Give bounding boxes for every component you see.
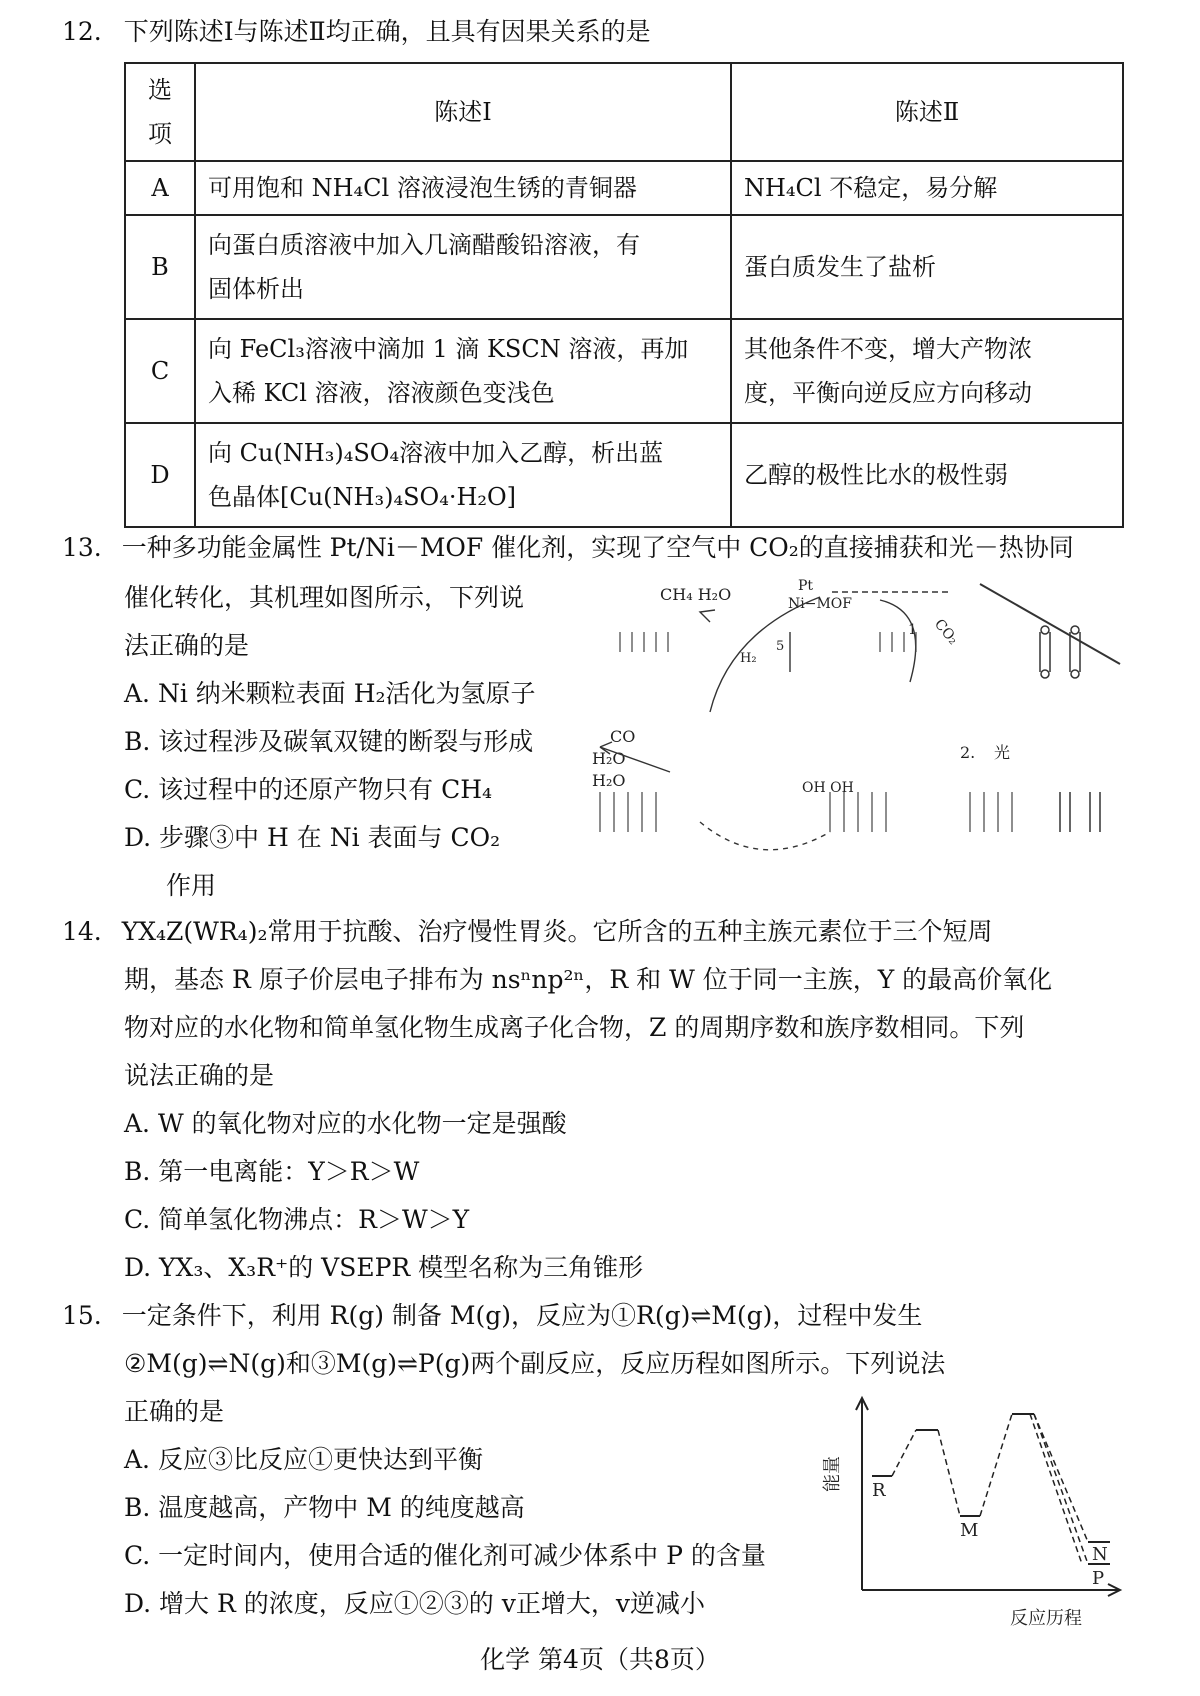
row-statement-1: 可用饱和 NH₄Cl 溶液浸泡生锈的青铜器 [195,161,731,215]
q13-option-d-cont: 作用 [166,871,217,900]
q13-option-d: D. 步骤③中 H 在 Ni 表面与 CO₂ [124,823,501,852]
label-step2: 2. [960,743,976,762]
header-option: 选项 [125,63,195,161]
row-statement-2-line2: 度，平衡向逆反应方向移动 [744,379,1032,407]
header-statement-2: 陈述Ⅱ [731,63,1123,161]
q15-stem-line1 [62,1296,922,1332]
x-axis-label: 反应历程 [1010,1608,1082,1629]
row-option: C [125,319,195,423]
label-light: 光 [994,743,1011,762]
q13-text: 一种多功能金属性 Pt/Ni－MOF 催化剂，实现了空气中 CO₂的直接捕获和光－热协同 [121,533,1074,562]
q13-mechanism-figure [580,572,1140,872]
catalyst-surface-marks [600,632,1012,832]
row-statement-1-line2: 色晶体[Cu(NH₃)₄SO₄·H₂O] [208,483,517,511]
table-row [125,319,1123,423]
q12-text: 下列陈述Ⅰ与陈述Ⅱ均正确，且具有因果关系的是 [123,17,651,46]
label-r: R [872,1480,886,1501]
row-statement-1 [195,319,731,423]
q14-stem-line2: 期，基态 R 原子价层电子排布为 nsⁿnp²ⁿ，R 和 W 位于同一主族，Y 的最高价氧化 [124,965,1053,994]
q12-stem [62,12,651,48]
label-m: M [960,1520,979,1541]
row-statement-1-line2: 固体析出 [208,275,304,303]
q14-stem-line3: 物对应的水化物和简单氢化物生成离子化合物，Z 的周期序数和族序数相同。下列 [124,1013,1025,1042]
reaction-paths [892,1414,1088,1564]
row-statement-1-line1: 向蛋白质溶液中加入几滴醋酸铅溶液，有 [208,231,640,259]
table-row [125,423,1123,527]
q14-option-d: D. YX₃、X₃R⁺的 VSEPR 模型名称为三角锥形 [124,1253,644,1282]
y-axis-label: 能量 [822,1456,843,1492]
q14-option-c: C. 简单氢化物沸点：R＞W＞Y [124,1205,470,1234]
row-statement-1-line2: 入稀 KCl 溶液，溶液颜色变浅色 [208,379,555,407]
row-statement-1 [195,423,731,527]
co2-molecules [1040,626,1100,832]
label-n: N [1092,1544,1108,1565]
label-p: P [1092,1568,1105,1589]
label-h2o-1: H₂O [592,749,626,768]
q14-number: 14. [62,917,102,946]
q12-number: 12. [62,17,102,46]
table-row [125,215,1123,319]
table-row [125,161,1123,215]
label-step1: 1 [908,622,917,638]
q12-table [124,62,1124,528]
row-statement-1 [195,215,731,319]
page-footer: 化学 第4页（共8页） [480,1645,720,1674]
q13-option-b: B. 该过程涉及碳氧双键的断裂与形成 [124,727,534,756]
q14-option-b: B. 第一电离能：Y＞R＞W [124,1157,420,1186]
q15-option-d: D. 增大 R 的浓度，反应①②③的 v正增大，v逆减小 [124,1589,705,1618]
label-h2o-2: H₂O [592,771,626,790]
row-statement-2: 蛋白质发生了盐析 [731,215,1123,319]
header-statement-1: 陈述Ⅰ [195,63,731,161]
row-statement-2: 乙醇的极性比水的极性弱 [731,423,1123,527]
q14-text: YX₄Z(WR₄)₂常用于抗酸、治疗慢性胃炎。它所含的五种主族元素位于三个短周 [121,917,993,946]
q15-stem-line2: ②M(g)⇌N(g)和③M(g)⇌P(g)两个副反应，反应历程如图所示。下列说法 [124,1349,946,1378]
q13-stem-line1 [62,528,1074,564]
label-co: CO [610,727,636,746]
q15-option-c: C. 一定时间内，使用合适的催化剂可减少体系中 P 的含量 [124,1541,766,1570]
row-statement-2-line1: 其他条件不变，增大产物浓 [744,335,1032,363]
row-option: A [125,161,195,215]
label-ch4-h2o: CH₄ H₂O [660,585,732,604]
row-statement-2: NH₄Cl 不稳定，易分解 [731,161,1123,215]
q14-stem-line4: 说法正确的是 [124,1061,275,1090]
row-option: B [125,215,195,319]
q14-option-a: A. W 的氧化物对应的水化物一定是强酸 [124,1109,567,1138]
row-statement-2 [731,319,1123,423]
row-statement-1-line1: 向 FeCl₃溶液中滴加 1 滴 KSCN 溶液，再加 [208,335,689,363]
q13-number: 13. [62,533,102,562]
q15-text: 一定条件下，利用 R(g) 制备 M(g)，反应为①R(g)⇌M(g)，过程中发生 [121,1301,923,1330]
label-step5: 5 [776,639,785,654]
label-co2: CO₂ [930,616,962,648]
q15-stem-line3: 正确的是 [124,1397,225,1426]
q14-stem-line1 [62,912,993,948]
q15-option-b: B. 温度越高，产物中 M 的纯度越高 [124,1493,525,1522]
table-header-row [125,63,1123,161]
label-pt: Pt [798,578,814,594]
label-h2: H₂ [740,651,757,666]
label-ni-mof: Ni−MOF [788,596,852,612]
row-option: D [125,423,195,527]
q15-energy-diagram [820,1390,1140,1630]
q13-option-a: A. Ni 纳米颗粒表面 H₂活化为氢原子 [124,679,536,708]
row-statement-1-line1: 向 Cu(NH₃)₄SO₄溶液中加入乙醇，析出蓝 [208,439,664,467]
label-oh-oh: OH OH [802,780,854,796]
q15-number: 15. [62,1301,102,1330]
q13-stem-line2: 催化转化，其机理如图所示，下列说 [124,583,525,612]
q13-stem-line3: 法正确的是 [124,631,250,660]
q13-option-c: C. 该过程中的还原产物只有 CH₄ [124,775,493,804]
q15-option-a: A. 反应③比反应①更快达到平衡 [124,1445,483,1474]
